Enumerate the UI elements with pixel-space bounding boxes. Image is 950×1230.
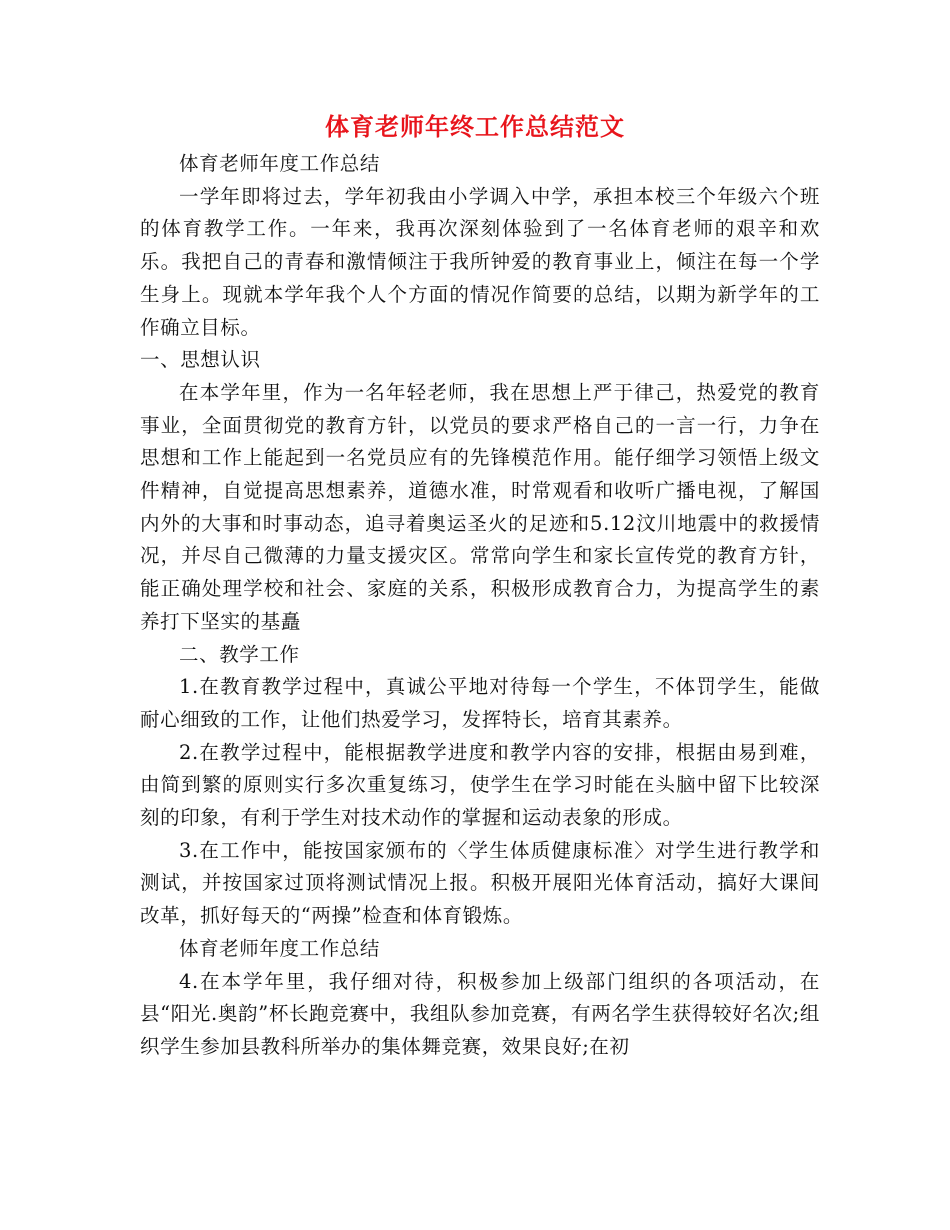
- teaching-item-2: 2.在教学过程中，能根据教学进度和教学内容的安排，根据由易到难，由简到繁的原则实行多次重复练习，使学生在学习时能在头脑中留下比较深刻的印象，有利于学生对技术动作的掌握和运动表象的形成。: [140, 740, 820, 830]
- teaching-item-4: 4.在本学年里，我仔细对待，积极参加上级部门组织的各项活动，在县“阳光.奥韵”杯长跑竞赛中，我组队参加竞赛，有两名学生获得较好名次;组织学生参加县教科所举办的集体舞竞赛，效果良好;在初: [140, 969, 820, 1058]
- teaching-item-3: 3.在工作中，能按国家颁布的〈学生体质健康标准〉对学生进行教学和测试，并按国家过顶将测试情况上报。积极开展阳光体育活动，搞好大课间改革，抓好每天的“两操”检查和体育锻炼。: [140, 838, 820, 928]
- document-title: 体育老师年终工作总结范文: [325, 112, 625, 141]
- section-heading-teaching: 二、教学工作: [179, 642, 300, 666]
- thought-paragraph: 在本学年里，作为一名年轻老师，我在思想上严于律己，热爱党的教育事业，全面贯彻党的教育方针，以党员的要求严格自己的一言一行，力争在思想和工作上能起到一名党员应有的先锋模范作用。能仔细学习领悟上级文件精神，自觉提高思想素养，道德水准，时常观看和收听广播电视，了解国内外的大事和时事动态，追寻着奥运圣火的足迹和5.12汶川地震中的救援情况，并尽自己微薄的力量支援灾区。常常向学生和家长宣传党的教育方针，能正确处理学校和社会、家庭的关系，积极形成教育合力，为提高学生的素养打下坚实的基矗: [140, 380, 820, 633]
- intro-paragraph: 一学年即将过去，学年初我由小学调入中学，承担本校三个年级六个班的体育教学工作。一年来，我再次深刻体验到了一名体育老师的艰辛和欢乐。我把自己的青春和激情倾注于我所钟爱的教育事业上，倾注在每一个学生身上。现就本学年我个人个方面的情况作简要的总结，以期为新学年的工作确立目标。: [140, 184, 820, 339]
- document-body: [140, 148, 820, 1064]
- teaching-item-1: 1.在教育教学过程中，真诚公平地对待每一个学生，不体罚学生，能做耐心细致的工作，让他们热爱学习，发挥特长，培育其素养。: [140, 675, 820, 731]
- repeated-subtitle: 体育老师年度工作总结: [179, 936, 381, 960]
- section-heading-thought: 一、思想认识: [140, 348, 261, 372]
- subtitle-paragraph: 体育老师年度工作总结: [179, 152, 381, 175]
